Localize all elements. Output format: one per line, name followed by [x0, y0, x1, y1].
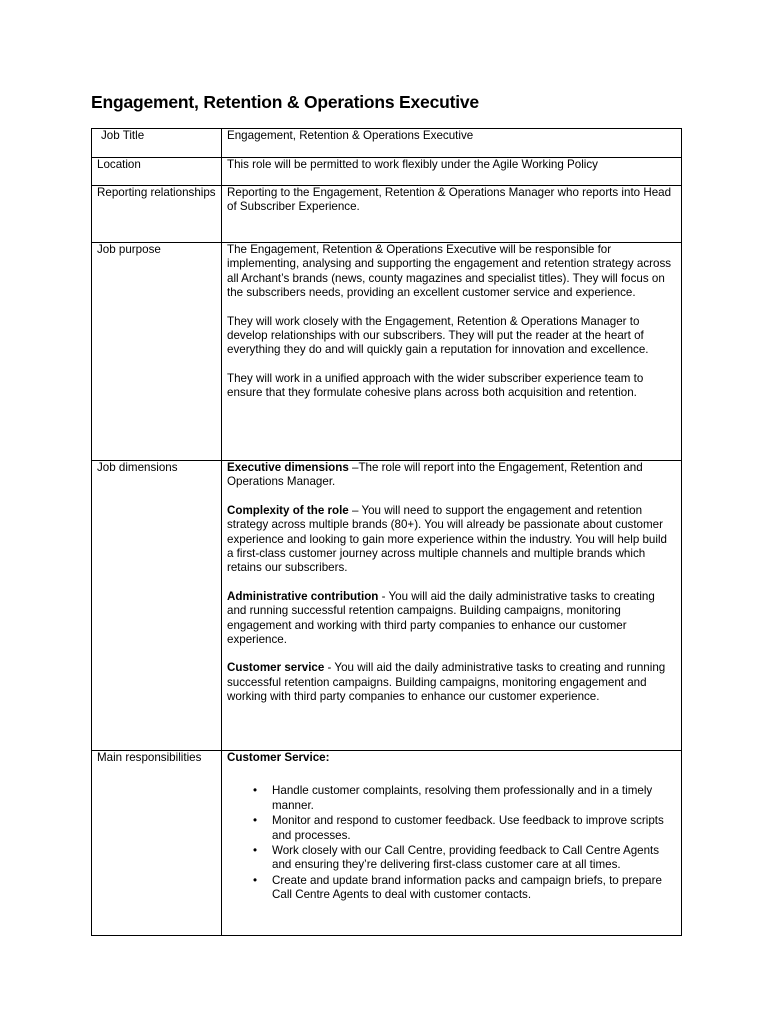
value-job-purpose [222, 243, 682, 461]
label-main-responsibilities: Main responsibilities [92, 751, 222, 936]
job-description-table [91, 128, 682, 936]
row-reporting [92, 186, 682, 243]
label-job-purpose: Job purpose [92, 243, 222, 461]
row-job-title [92, 129, 682, 158]
value-job-title: Engagement, Retention & Operations Executive [222, 129, 682, 158]
responsibilities-heading: Customer Service: [227, 751, 330, 764]
dimension-item [227, 661, 676, 704]
list-item-text: Monitor and respond to customer feedback. Use feedback to improve scripts and processes. [272, 814, 664, 842]
value-main-responsibilities [222, 751, 682, 936]
row-location [92, 158, 682, 186]
list-item-text: Handle customer complaints, resolving them professionally and in a timely manner. [272, 784, 653, 812]
label-job-title: Job Title [92, 129, 222, 158]
dimension-heading: Administrative contribution [227, 589, 379, 603]
dimension-text: - You will aid the daily administrative tasks to creating and running successful retention campaigns. Building campaigns, monitoring engagement and working with third party companies to enhance our customer experience. [227, 661, 666, 704]
dimension-text: - You will aid the daily administrative tasks to creating and running successful retention campaigns. Building campaigns, monitoring engagement and working with third party companies to enhance our customer experience. [227, 589, 655, 647]
dimension-text: – You will need to support the engagement and retention strategy across multiple brands (80+). You will already be passionate about customer experience and looking to gain more experience within the industry. You will help build a first-class customer journey across multiple channels and multiple brands which retains our subscribers. [227, 503, 667, 575]
bullet-icon: • [252, 844, 258, 858]
document-title: Engagement, Retention & Operations Executive [91, 92, 479, 112]
label-location: Location [92, 158, 222, 186]
bullet-icon: • [252, 814, 258, 828]
dimension-heading: Customer service [227, 661, 325, 675]
list-item-text: Create and update brand information packs and campaign briefs, to prepare Call Centre Agents to deal with customer contacts. [272, 873, 662, 902]
row-main-responsibilities [92, 751, 682, 936]
list-item [250, 784, 676, 813]
dimension-text: –The role will report into the Engagement, Retention and Operations Manager. [227, 461, 643, 489]
dimension-item [227, 461, 676, 490]
dimension-heading: Executive dimensions [227, 461, 349, 474]
bullet-icon: • [252, 873, 258, 887]
row-job-dimensions [92, 461, 682, 751]
label-reporting: Reporting relationships [92, 186, 222, 243]
row-job-purpose [92, 243, 682, 461]
value-location: This role will be permitted to work flexibly under the Agile Working Policy [222, 158, 682, 186]
purpose-paragraph: They will work in a unified approach with the wider subscriber experience team to ensure that they formulate cohesive plans across both acquisition and retention. [227, 371, 644, 400]
value-job-dimensions [222, 461, 682, 751]
purpose-paragraph: The Engagement, Retention & Operations Executive will be responsible for implementing, analysing and supporting the engagement and retention strategy across all Archant’s brands (news, county magazines and specialist titles). They will focus on the subscribers needs, providing an excellent customer service and experience. [227, 243, 672, 300]
list-item [250, 874, 676, 903]
bullet-icon: • [252, 784, 258, 798]
list-item [250, 844, 676, 873]
purpose-paragraph: They will work closely with the Engagement, Retention & Operations Manager to develop relationships with our subscribers. They will put the reader at the heart of everything they do and will quickly gain a reputation for innovation and excellence. [227, 314, 649, 357]
value-reporting: Reporting to the Engagement, Retention & Operations Manager who reports into Head of Subscriber Experience. [222, 186, 682, 243]
dimension-item [227, 504, 676, 576]
label-job-dimensions: Job dimensions [92, 461, 222, 751]
list-item [250, 814, 676, 843]
dimension-heading: Complexity of the role [227, 503, 349, 517]
list-item-text: Work closely with our Call Centre, providing feedback to Call Centre Agents and ensuring they’re delivering first-class customer care at all times. [272, 844, 660, 872]
dimension-item [227, 590, 676, 648]
responsibilities-list [227, 784, 676, 902]
